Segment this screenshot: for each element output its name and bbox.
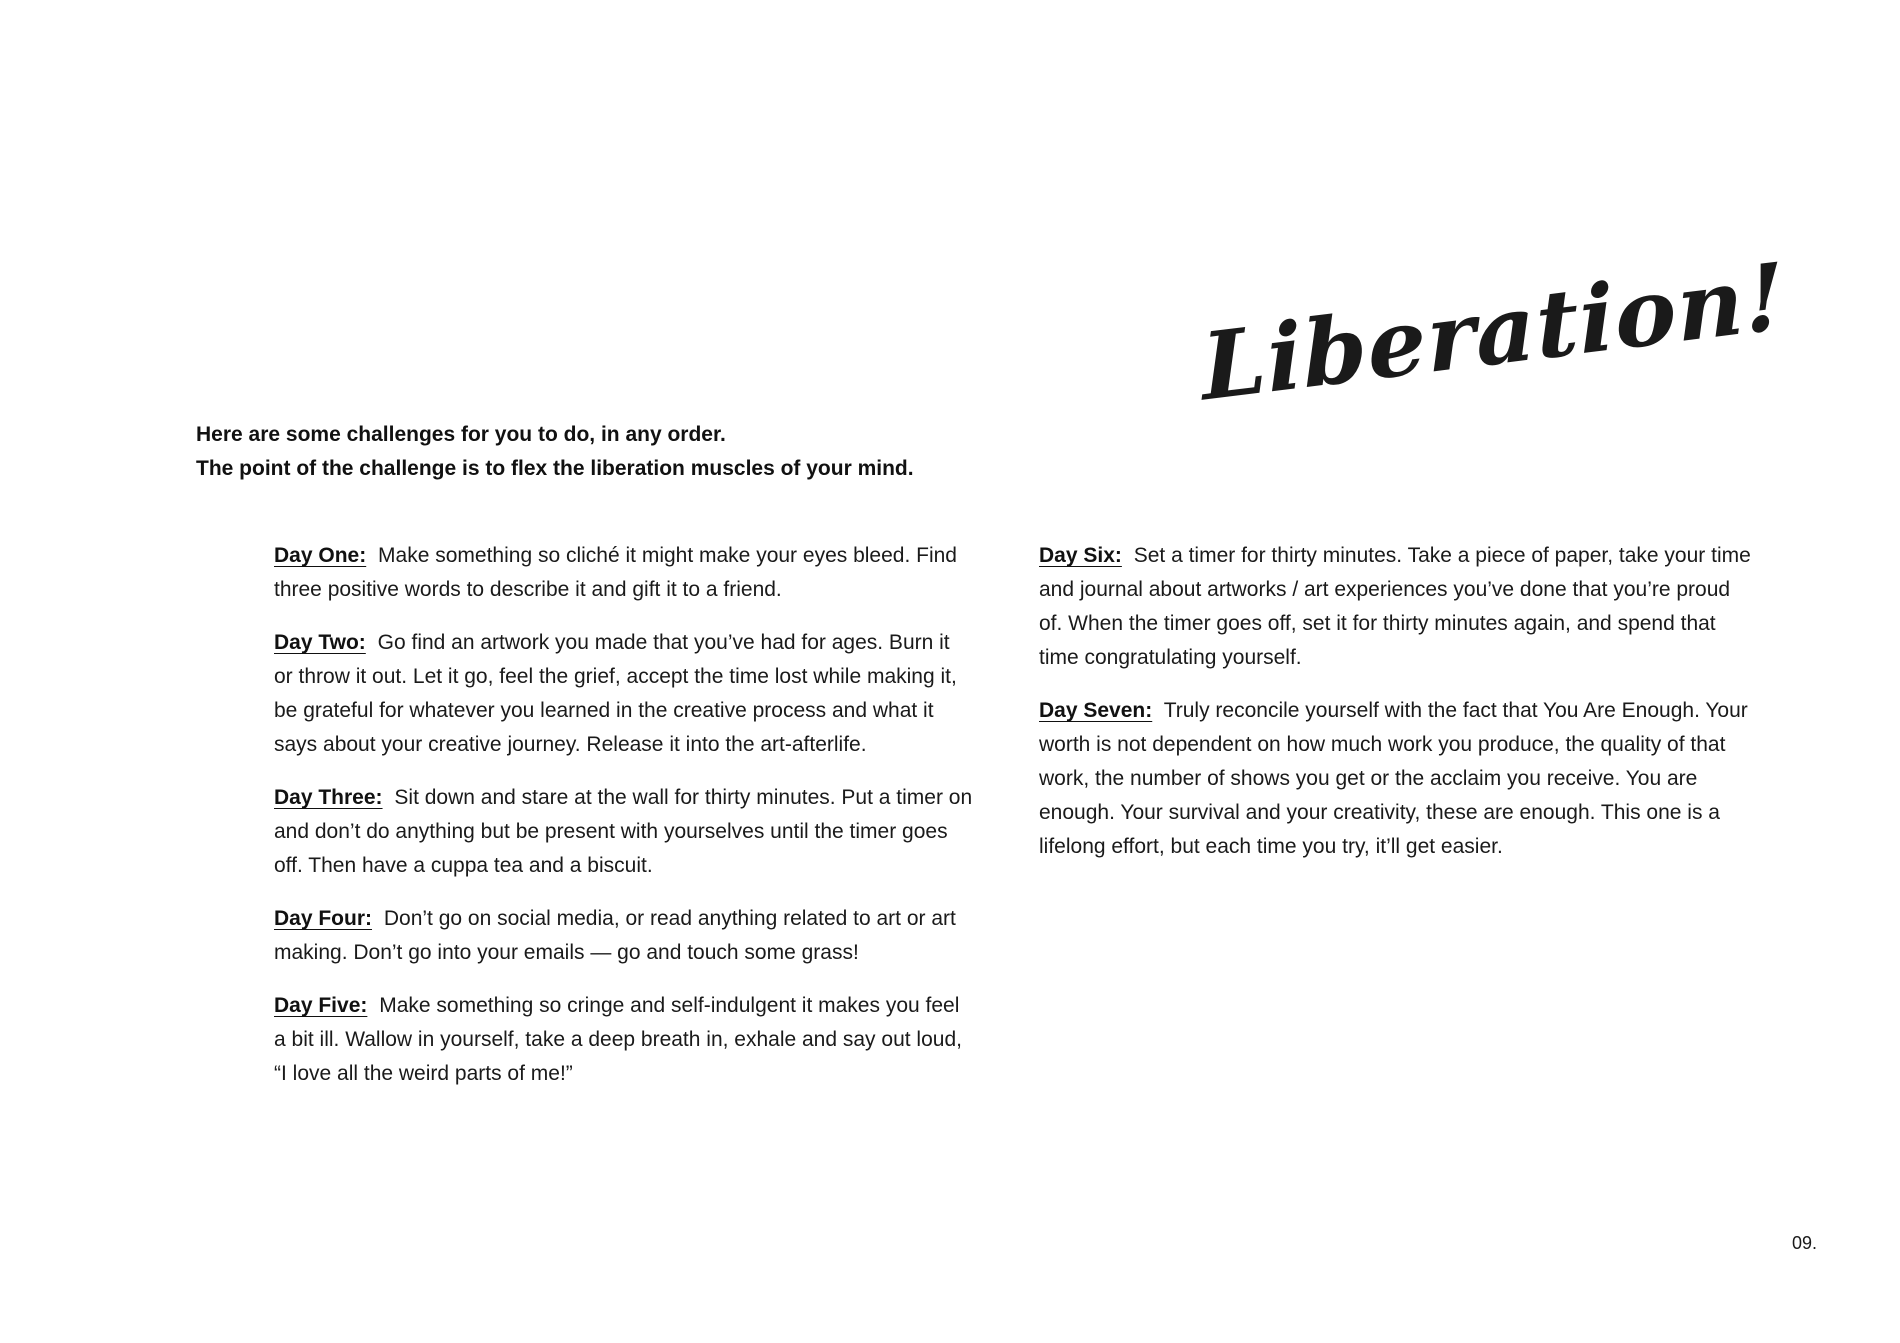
day-seven-text: Truly reconcile yourself with the fact that You Are Enough. Your worth is not dependent on how much work you produce, the quality of that work, the number of shows you get or the acclaim you receive. You are enough. Your survival and your creativity, these are enough. This one is a lifelong effort, but each time you try, it’ll get easier. xyxy=(1039,699,1748,858)
day-five-entry xyxy=(274,989,974,1091)
day-two-label: Day Two: xyxy=(274,631,366,654)
day-seven-entry xyxy=(1039,694,1759,864)
challenges-left-column xyxy=(274,539,974,1110)
day-one-label: Day One: xyxy=(274,544,367,567)
day-four-label: Day Four: xyxy=(274,907,373,930)
intro-line-1: Here are some challenges for you to do, in any order. xyxy=(196,423,726,446)
day-six-entry xyxy=(1039,539,1759,675)
day-two-text: Go find an artwork you made that you’ve had for ages. Burn it or throw it out. Let it go, feel the grief, accept the time lost while making it, be grateful for whatever you learned in the creative process and what it says about your creative journey. Release it into the art-afterlife. xyxy=(274,631,957,756)
intro-text xyxy=(196,418,1096,486)
day-five-label: Day Five: xyxy=(274,994,368,1017)
day-four-text: Don’t go on social media, or read anything related to art or art making. Don’t go into your emails — go and touch some grass! xyxy=(274,907,956,964)
day-three-label: Day Three: xyxy=(274,786,383,809)
day-six-label: Day Six: xyxy=(1039,544,1122,567)
day-five-text: Make something so cringe and self-indulgent it makes you feel a bit ill. Wallow in yourself, take a deep breath in, exhale and say out loud, “I love all the weird parts of me!” xyxy=(274,994,962,1085)
day-six-text: Set a timer for thirty minutes. Take a piece of paper, take your time and journal about artworks / art experiences you’ve done that you’re proud of. When the timer goes off, set it for thirty minutes again, and spend that time congratulating yourself. xyxy=(1039,544,1751,669)
intro-line-2: The point of the challenge is to flex the liberation muscles of your mind. xyxy=(196,457,914,480)
day-one-entry xyxy=(274,539,974,607)
page-title: Liberation! xyxy=(1199,241,1789,422)
challenges-right-column xyxy=(1039,539,1759,883)
day-seven-label: Day Seven: xyxy=(1039,699,1153,722)
day-three-entry xyxy=(274,781,974,883)
day-one-text: Make something so cliché it might make your eyes bleed. Find three positive words to describe it and gift it to a friend. xyxy=(274,544,957,601)
day-two-entry xyxy=(274,626,974,762)
day-three-text: Sit down and stare at the wall for thirty minutes. Put a timer on and don’t do anything but be present with yourselves until the timer goes off. Then have a cuppa tea and a biscuit. xyxy=(274,786,973,877)
day-four-entry xyxy=(274,902,974,970)
page-number: 09. xyxy=(1791,1233,1817,1253)
